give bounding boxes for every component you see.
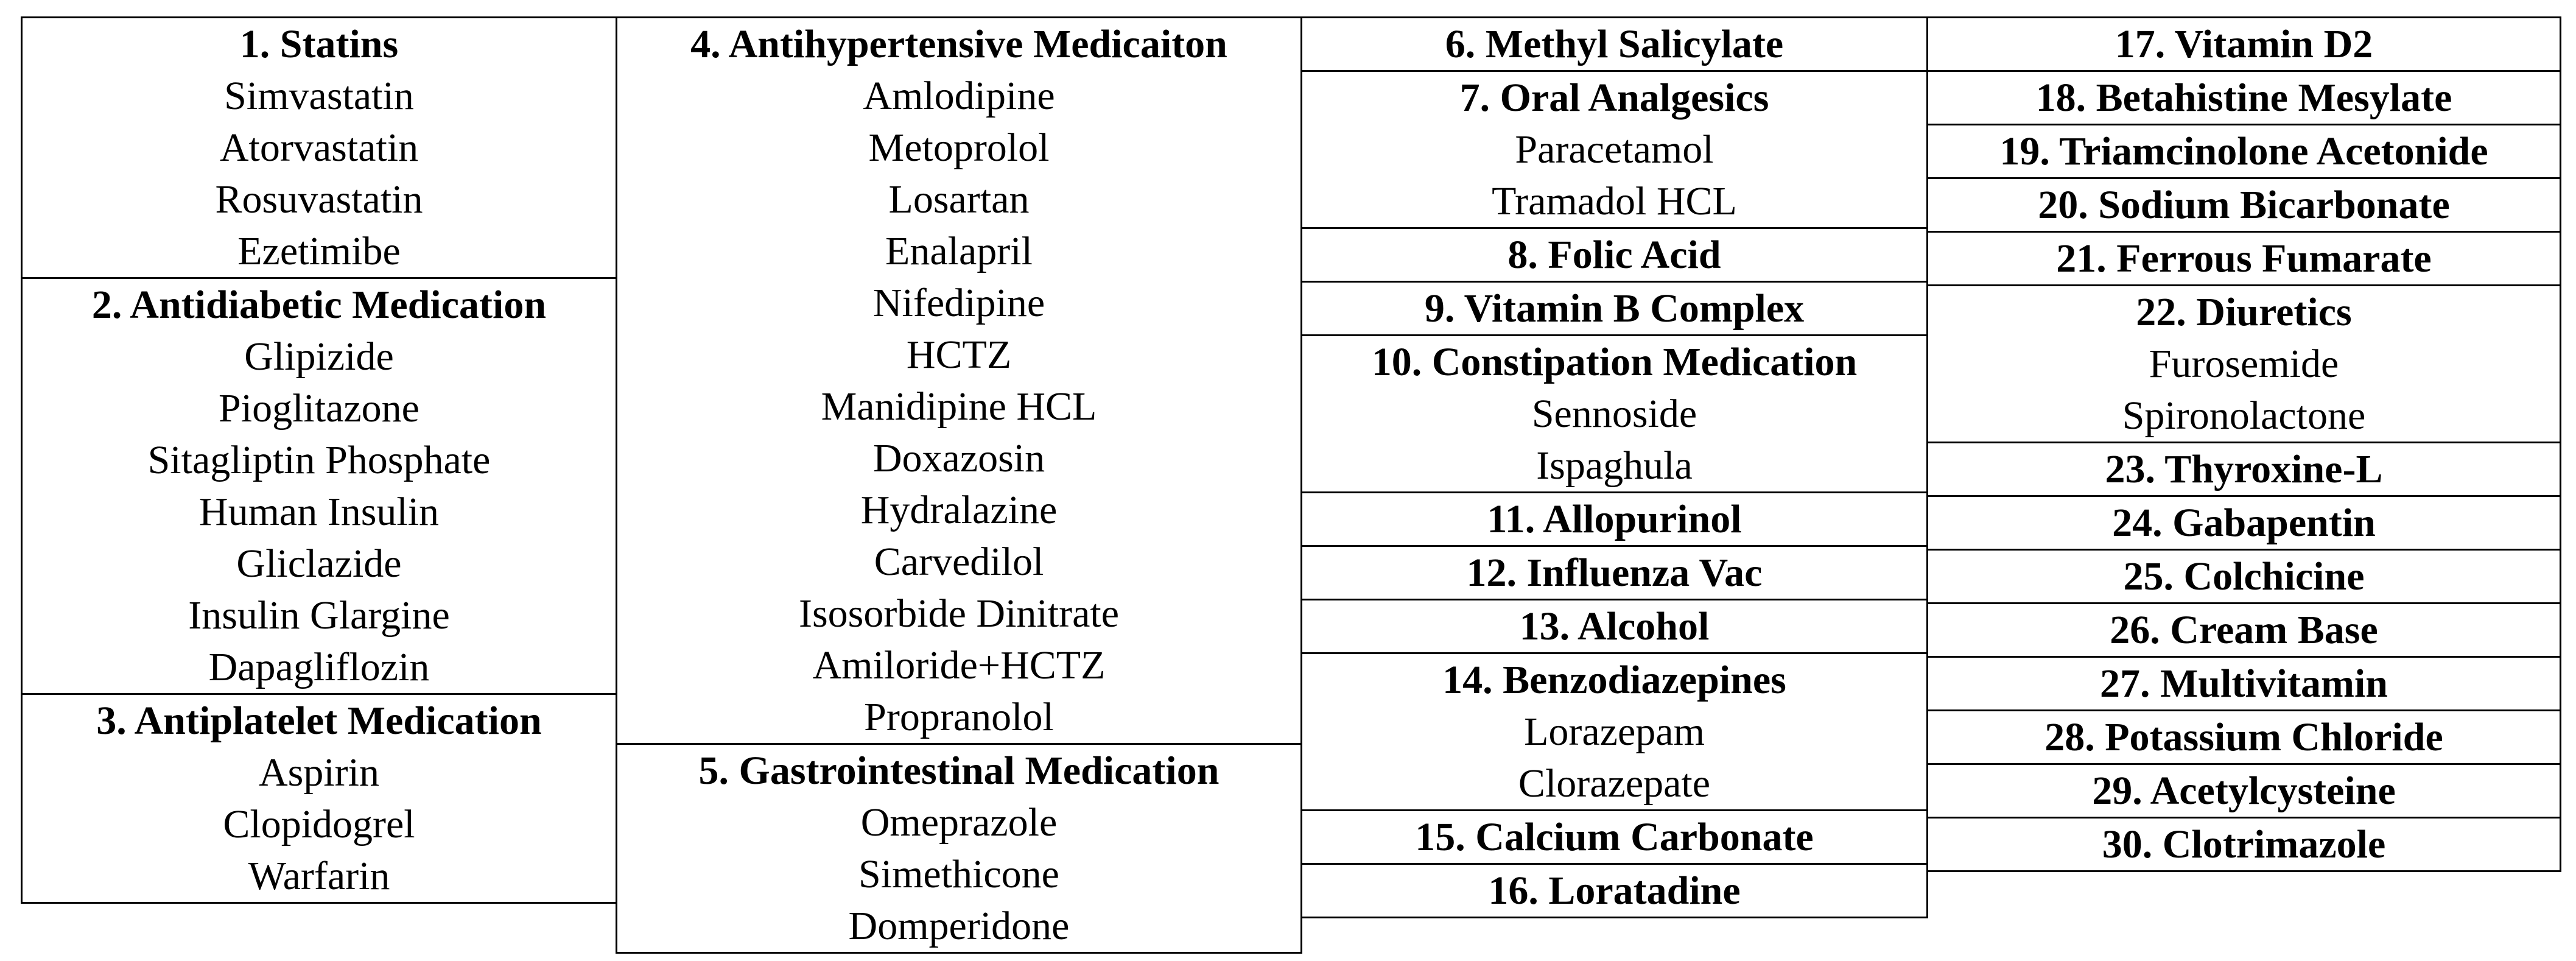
medication-group [1302, 281, 1926, 334]
group-heading: 26. Cream Base [2110, 608, 2378, 652]
medication-item: Isosorbide Dinitrate [798, 591, 1120, 636]
group-heading: 19. Triamcinolone Acetonide [1999, 129, 2488, 174]
group-heading: 23. Thyroxine-L [2105, 447, 2383, 491]
medication-item: Sitagliptin Phosphate [147, 438, 491, 482]
medication-group [1302, 545, 1926, 599]
medication-item: Amiloride+HCTZ [812, 643, 1106, 688]
medication-group [1302, 334, 1926, 491]
medication-group [1928, 177, 2560, 231]
medication-item: Sennoside [1531, 392, 1697, 436]
table-column-2 [616, 16, 1302, 954]
medication-item: Ispaghula [1536, 443, 1693, 488]
medication-group [23, 18, 616, 277]
medication-group [23, 277, 616, 693]
medication-item: Hydralazine [860, 488, 1058, 532]
medication-group [1302, 599, 1926, 652]
group-heading: 18. Betahistine Mesylate [2035, 76, 2452, 120]
group-heading: 3. Antiplatelet Medication [96, 699, 542, 743]
medication-item: Losartan [888, 177, 1030, 222]
table-column-4 [1926, 16, 2561, 872]
medication-item: Glipizide [244, 334, 394, 379]
medication-group [1928, 18, 2560, 70]
medication-item: Doxazosin [872, 436, 1045, 480]
medication-group [1928, 231, 2560, 284]
medication-group [1928, 709, 2560, 763]
medication-group [1302, 491, 1926, 545]
medication-item: HCTZ [906, 333, 1012, 377]
medication-group [1928, 495, 2560, 549]
medication-group [23, 693, 616, 902]
medication-group [1928, 124, 2560, 177]
medication-item: Spironolactone [2122, 393, 2366, 438]
medication-item: Warfarin [248, 854, 390, 898]
group-heading: 20. Sodium Bicarbonate [2038, 183, 2450, 227]
group-heading: 7. Oral Analgesics [1459, 76, 1769, 120]
group-heading: 21. Ferrous Fumarate [2056, 236, 2432, 281]
group-heading: 22. Diuretics [2136, 290, 2352, 334]
medication-item: Simethicone [858, 852, 1059, 896]
medication-item: Nifedipine [872, 281, 1045, 325]
medication-group [1302, 18, 1926, 70]
medication-item: Propranolol [864, 695, 1054, 739]
group-heading: 17. Vitamin D2 [2114, 22, 2373, 66]
group-heading: 5. Gastrointestinal Medication [698, 748, 1220, 793]
medication-group [1928, 70, 2560, 124]
medication-item: Tramadol HCL [1492, 179, 1737, 224]
medication-group [617, 743, 1300, 952]
medication-item: Domperidone [848, 904, 1070, 948]
group-heading: 29. Acetylcysteine [2092, 769, 2396, 813]
medication-item: Carvedilol [874, 540, 1044, 584]
medication-group [1302, 652, 1926, 809]
medication-group [1302, 809, 1926, 863]
group-heading: 14. Benzodiazepines [1442, 658, 1786, 702]
table-column-1 [21, 16, 617, 904]
group-heading: 30. Clotrimazole [2102, 822, 2386, 867]
group-heading: 24. Gabapentin [2112, 501, 2376, 545]
medication-item: Amlodipine [863, 74, 1055, 118]
group-heading: 6. Methyl Salicylate [1445, 22, 1784, 66]
medication-item: Paracetamol [1515, 127, 1714, 172]
medication-group [1302, 227, 1926, 281]
medication-group [1928, 656, 2560, 709]
medication-item: Simvastatin [224, 74, 414, 118]
medication-item: Enalapril [885, 229, 1033, 273]
medication-item: Aspirin [259, 750, 379, 795]
medication-item: Ezetimibe [237, 229, 401, 273]
medication-item: Clorazepate [1518, 761, 1711, 806]
medication-group [1928, 549, 2560, 602]
medication-item: Dapagliflozin [208, 645, 430, 689]
medication-group [1928, 763, 2560, 817]
medication-group [1928, 817, 2560, 870]
medication-item: Clopidogrel [223, 802, 415, 847]
group-heading: 1. Statins [239, 22, 399, 66]
medication-item: Pioglitazone [219, 386, 419, 431]
group-heading: 8. Folic Acid [1507, 233, 1721, 277]
medication-item: Insulin Glargine [188, 593, 450, 638]
group-heading: 13. Alcohol [1519, 604, 1710, 649]
medication-item: Manidipine HCL [821, 384, 1097, 429]
medication-item: Human Insulin [198, 490, 440, 534]
table-column-3 [1300, 16, 1928, 918]
medication-item: Gliclazide [236, 541, 402, 586]
group-heading: 2. Antidiabetic Medication [91, 283, 547, 327]
medication-group [1928, 284, 2560, 442]
medication-group [1302, 70, 1926, 227]
medication-group [1928, 602, 2560, 656]
group-heading: 15. Calcium Carbonate [1415, 815, 1814, 859]
medication-item: Rosuvastatin [215, 177, 423, 222]
medication-item: Furosemide [2149, 342, 2339, 386]
medication-item: Lorazepam [1524, 709, 1705, 754]
group-heading: 16. Loratadine [1488, 868, 1741, 913]
group-heading: 25. Colchicine [2123, 554, 2365, 599]
medication-item: Omeprazole [860, 800, 1058, 845]
medication-group [1928, 442, 2560, 495]
group-heading: 11. Allopurinol [1487, 497, 1742, 541]
group-heading: 9. Vitamin B Complex [1424, 286, 1805, 331]
group-heading: 12. Influenza Vac [1466, 551, 1763, 595]
group-heading: 10. Constipation Medication [1371, 340, 1858, 384]
medication-item: Atorvastatin [219, 125, 419, 170]
medication-group [1302, 863, 1926, 917]
group-heading: 27. Multivitamin [2100, 661, 2388, 706]
medication-group [617, 18, 1300, 743]
group-heading: 4. Antihypertensive Medicaiton [690, 22, 1227, 66]
group-heading: 28. Potassium Chloride [2044, 715, 2443, 759]
medication-item: Metoprolol [868, 125, 1050, 170]
